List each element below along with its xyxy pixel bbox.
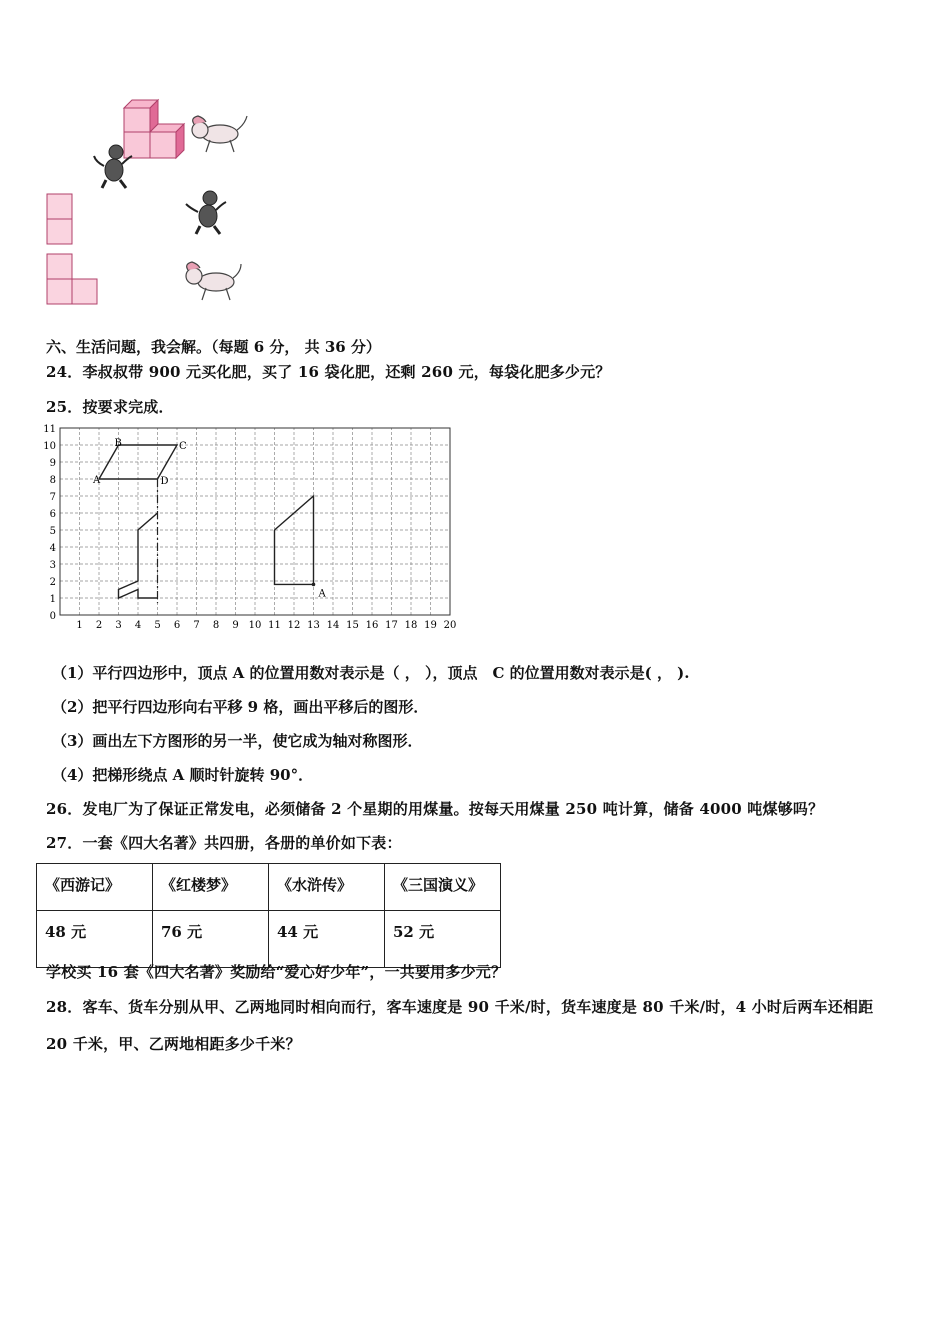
x-tick-label: 17 <box>385 620 398 631</box>
table-header-cell: 《红楼梦》 <box>153 864 269 911</box>
label-c: C <box>179 441 187 452</box>
table-cell: 48 元 <box>37 911 153 968</box>
question-25-part-3: （3）画出左下方图形的另一半，使它成为轴对称图形． <box>52 732 423 750</box>
price-table <box>36 863 501 968</box>
y-tick-label: 1 <box>49 594 56 605</box>
x-tick-label: 4 <box>134 620 142 631</box>
question-25-part-2: （2）把平行四边形向右平移 9 格，画出平移后的图形． <box>52 698 429 716</box>
table-cell: 52 元 <box>385 911 501 968</box>
dog-icon <box>192 116 247 152</box>
y-tick-label: 4 <box>49 543 56 554</box>
table-cell: 44 元 <box>269 911 385 968</box>
cube-views-illustration <box>40 90 260 310</box>
x-tick-label: 7 <box>193 620 200 631</box>
x-tick-label: 20 <box>443 620 457 631</box>
y-tick-label: 9 <box>49 458 56 469</box>
x-tick-label: 10 <box>248 620 262 631</box>
question-28-line-1: 28．客车、货车分别从甲、乙两地同时相向而行，客车速度是 90 千米/时，货车速度是 80 千米/时，4 小时后两车还相距 <box>46 998 874 1016</box>
x-tick-label: 18 <box>404 620 418 631</box>
question-27-ask: 学校买 16 套《四大名著》奖励给“爱心好少年”，一共要用多少元？ <box>46 963 507 981</box>
table-cell: 76 元 <box>153 911 269 968</box>
y-tick-label: 11 <box>43 424 56 435</box>
x-tick-label: 13 <box>307 620 320 631</box>
table-header-cell: 《三国演义》 <box>385 864 501 911</box>
y-tick-label: 8 <box>49 475 56 486</box>
x-tick-label: 16 <box>365 620 379 631</box>
monkey-icon-2 <box>186 191 226 234</box>
dog-icon-2 <box>186 262 241 300</box>
x-tick-label: 3 <box>115 620 122 631</box>
question-24: 24．李叔叔带 900 元买化肥，买了 16 袋化肥，还剩 260 元，每袋化肥多少元？ <box>46 363 611 381</box>
y-tick-label: 5 <box>49 526 56 537</box>
view-l-shape <box>47 254 97 304</box>
stacked-cubes <box>124 100 184 158</box>
table-header-row <box>37 864 501 911</box>
x-tick-label: 2 <box>95 620 103 631</box>
coordinate-grid <box>40 420 470 635</box>
y-tick-label: 3 <box>49 560 56 571</box>
grid-border <box>60 428 450 615</box>
question-26: 26．发电厂为了保证正常发电，必须储备 2 个星期的用煤量。按每天用煤量 250 吨计算，储备 4000 吨煤够吗？ <box>46 800 824 818</box>
table-row <box>37 911 501 968</box>
question-28-line-2: 20 千米，甲、乙两地相距多少千米？ <box>46 1035 301 1053</box>
x-tick-label: 19 <box>424 620 437 631</box>
table-header-cell: 《西游记》 <box>37 864 153 911</box>
question-25-part-1: （1）平行四边形中，顶点 A 的位置用数对表示是（ ， ），顶点 C 的位置用数对表示是( ， ). <box>52 664 690 682</box>
label-a: A <box>93 475 101 486</box>
view-two-squares-vertical <box>47 194 72 244</box>
y-tick-label: 7 <box>49 492 56 503</box>
x-tick-label: 9 <box>232 620 239 631</box>
question-25-part-4: （4）把梯形绕点 A 顺时针旋转 90°． <box>52 766 314 784</box>
point-a-dot <box>312 583 316 587</box>
x-tick-label: 15 <box>346 620 359 631</box>
x-tick-label: 11 <box>268 620 281 631</box>
label-a-trapezoid: A <box>318 588 326 600</box>
x-tick-label: 1 <box>76 620 83 631</box>
y-tick-label: 2 <box>49 577 56 588</box>
y-tick-label: 0 <box>49 611 56 622</box>
x-tick-label: 14 <box>326 620 340 631</box>
label-b: B <box>114 438 122 449</box>
question-27: 27．一套《四大名著》共四册，各册的单价如下表： <box>46 834 402 852</box>
x-tick-label: 12 <box>287 620 301 631</box>
half-figure <box>119 513 158 598</box>
x-tick-label: 8 <box>212 620 220 631</box>
y-tick-label: 10 <box>43 441 56 452</box>
table-header-cell: 《水浒传》 <box>269 864 385 911</box>
section-six-title: 六、生活问题，我会解。（每题 6 分， 共 36 分） <box>46 338 381 356</box>
x-tick-label: 6 <box>173 620 181 631</box>
question-25: 25．按要求完成． <box>46 398 174 416</box>
y-tick-label: 6 <box>49 509 56 520</box>
label-d: D <box>160 476 169 487</box>
x-tick-label: 5 <box>154 620 161 631</box>
